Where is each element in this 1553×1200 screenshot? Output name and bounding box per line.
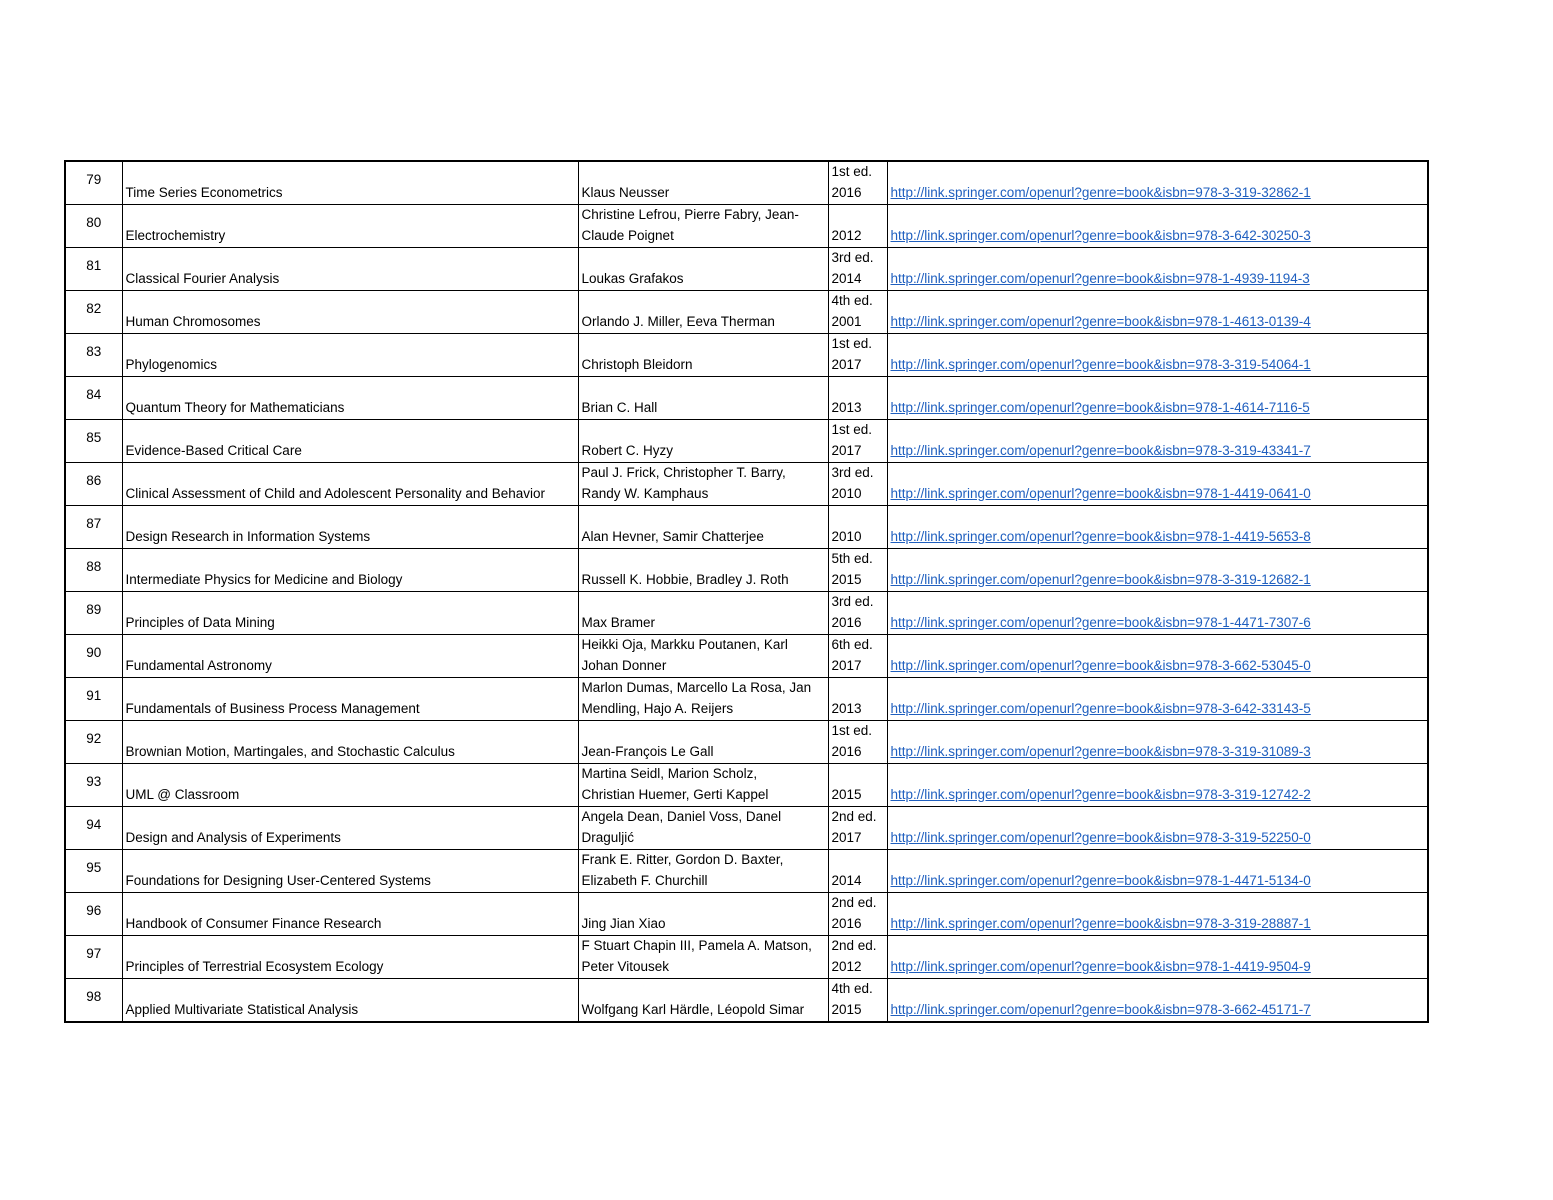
publication-year: 2017 (831, 356, 862, 372)
table-row (65, 678, 1428, 721)
author-line: Frank E. Ritter, Gordon D. Baxter, (581, 852, 784, 867)
author-line: Orlando J. Miller, Eeva Therman (581, 313, 775, 329)
book-edition-year (828, 334, 887, 377)
book-edition-year (828, 549, 887, 592)
table-row (65, 979, 1428, 1023)
author-line: Christian Huemer, Gerti Kappel (581, 786, 769, 802)
table-row (65, 592, 1428, 635)
table-row (65, 549, 1428, 592)
table-row (65, 248, 1428, 291)
book-authors (578, 764, 828, 807)
book-link[interactable]: http://link.springer.com/openurl?genre=book&isbn=978-1-4613-0139-4 (890, 313, 1311, 329)
author-line: Jing Jian Xiao (581, 915, 666, 931)
book-edition-year (828, 936, 887, 979)
book-edition-year (828, 377, 887, 420)
edition-label: 4th ed. (831, 981, 873, 996)
table-row (65, 161, 1428, 205)
book-link[interactable]: http://link.springer.com/openurl?genre=book&isbn=978-1-4471-7307-6 (890, 614, 1311, 630)
book-authors (578, 334, 828, 377)
edition-label (832, 377, 884, 398)
edition-label: 2nd ed. (831, 809, 877, 824)
book-title: Phylogenomics (122, 334, 578, 377)
edition-label: 3rd ed. (831, 250, 874, 265)
book-link[interactable]: http://link.springer.com/openurl?genre=book&isbn=978-1-4939-1194-3 (890, 270, 1310, 286)
book-edition-year (828, 635, 887, 678)
book-authors (578, 893, 828, 936)
book-url-cell (887, 979, 1428, 1023)
book-edition-year (828, 463, 887, 506)
table-row (65, 807, 1428, 850)
edition-label: 4th ed. (831, 293, 873, 308)
edition-label: 6th ed. (831, 637, 873, 652)
book-edition-year (828, 420, 887, 463)
author-line: Brian C. Hall (581, 399, 658, 415)
book-link[interactable]: http://link.springer.com/openurl?genre=book&isbn=978-3-319-31089-3 (890, 743, 1311, 759)
book-url-cell (887, 205, 1428, 248)
edition-label (832, 764, 884, 785)
book-edition-year (828, 678, 887, 721)
book-link[interactable]: http://link.springer.com/openurl?genre=book&isbn=978-1-4419-0641-0 (890, 485, 1311, 501)
book-edition-year (828, 506, 887, 549)
edition-label: 1st ed. (831, 422, 873, 437)
book-title: Quantum Theory for Mathematicians (122, 377, 578, 420)
book-link[interactable]: http://link.springer.com/openurl?genre=book&isbn=978-3-319-12682-1 (890, 571, 1311, 587)
author-line: Max Bramer (581, 614, 656, 630)
edition-label: 2nd ed. (831, 938, 877, 953)
edition-label: 3rd ed. (831, 465, 874, 480)
publication-year: 2016 (831, 184, 862, 200)
book-authors (578, 506, 828, 549)
table-row (65, 893, 1428, 936)
row-number: 82 (65, 291, 122, 334)
table-row (65, 334, 1428, 377)
book-link[interactable]: http://link.springer.com/openurl?genre=book&isbn=978-3-319-32862-1 (890, 184, 1311, 200)
book-link[interactable]: http://link.springer.com/openurl?genre=book&isbn=978-1-4419-9504-9 (890, 958, 1311, 974)
book-url-cell (887, 463, 1428, 506)
edition-label (832, 850, 884, 871)
author-line: Draguljić (581, 829, 635, 845)
publication-year: 2017 (831, 657, 862, 673)
author-line: Angela Dean, Daniel Voss, Danel (581, 809, 782, 824)
publication-year: 2010 (831, 528, 862, 544)
author-line: Peter Vitousek (581, 958, 670, 974)
table-row (65, 635, 1428, 678)
edition-label: 1st ed. (831, 336, 873, 351)
book-authors (578, 205, 828, 248)
book-link[interactable]: http://link.springer.com/openurl?genre=book&isbn=978-3-662-53045-0 (890, 657, 1311, 673)
row-number: 83 (65, 334, 122, 377)
book-edition-year (828, 721, 887, 764)
author-line: Johan Donner (581, 657, 667, 673)
publication-year: 2015 (831, 786, 862, 802)
book-edition-year (828, 248, 887, 291)
author-line: Marlon Dumas, Marcello La Rosa, Jan (581, 680, 812, 695)
publication-year: 2016 (831, 614, 862, 630)
row-number: 92 (65, 721, 122, 764)
author-line: F Stuart Chapin III, Pamela A. Matson, (581, 938, 812, 953)
author-line: Claude Poignet (581, 227, 674, 243)
author-line: Jean-François Le Gall (581, 743, 714, 759)
book-url-cell (887, 807, 1428, 850)
book-authors (578, 291, 828, 334)
book-title: Classical Fourier Analysis (122, 248, 578, 291)
table-row (65, 850, 1428, 893)
table-row (65, 506, 1428, 549)
book-title: Handbook of Consumer Finance Research (122, 893, 578, 936)
table-row (65, 463, 1428, 506)
book-edition-year (828, 764, 887, 807)
row-number: 93 (65, 764, 122, 807)
book-title: Brownian Motion, Martingales, and Stochastic Calculus (122, 721, 578, 764)
book-edition-year (828, 291, 887, 334)
book-link[interactable]: http://link.springer.com/openurl?genre=book&isbn=978-3-642-30250-3 (890, 227, 1311, 243)
row-number: 91 (65, 678, 122, 721)
author-line: Russell K. Hobbie, Bradley J. Roth (581, 571, 789, 587)
book-title: UML @ Classroom (122, 764, 578, 807)
row-number: 97 (65, 936, 122, 979)
row-number: 86 (65, 463, 122, 506)
author-line: Martina Seidl, Marion Scholz, (581, 766, 758, 781)
row-number: 90 (65, 635, 122, 678)
edition-label: 1st ed. (831, 164, 873, 179)
book-title: Time Series Econometrics (122, 161, 578, 205)
book-edition-year (828, 205, 887, 248)
book-url-cell (887, 549, 1428, 592)
book-authors (578, 161, 828, 205)
publication-year: 2001 (831, 313, 862, 329)
row-number: 79 (65, 161, 122, 205)
row-number: 87 (65, 506, 122, 549)
author-line: Paul J. Frick, Christopher T. Barry, (581, 465, 786, 480)
author-line: Loukas Grafakos (581, 270, 684, 286)
book-url-cell (887, 506, 1428, 549)
book-link[interactable]: http://link.springer.com/openurl?genre=book&isbn=978-3-319-12742-2 (890, 786, 1311, 802)
book-title: Clinical Assessment of Child and Adolescent Personality and Behavior (122, 463, 578, 506)
book-edition-year (828, 592, 887, 635)
table-row (65, 377, 1428, 420)
row-number: 81 (65, 248, 122, 291)
row-number: 84 (65, 377, 122, 420)
publication-year: 2012 (831, 227, 862, 243)
book-url-cell (887, 635, 1428, 678)
book-edition-year (828, 161, 887, 205)
book-url-cell (887, 592, 1428, 635)
book-link[interactable]: http://link.springer.com/openurl?genre=book&isbn=978-3-319-52250-0 (890, 829, 1311, 845)
publication-year: 2014 (831, 872, 862, 888)
author-line: Christoph Bleidorn (581, 356, 693, 372)
book-title: Principles of Data Mining (122, 592, 578, 635)
table-row (65, 721, 1428, 764)
book-title: Intermediate Physics for Medicine and Biology (122, 549, 578, 592)
edition-label (832, 205, 884, 226)
table-row (65, 205, 1428, 248)
book-list-body (65, 161, 1428, 1022)
row-number: 80 (65, 205, 122, 248)
table-row (65, 936, 1428, 979)
edition-label (832, 506, 884, 527)
book-url-cell (887, 850, 1428, 893)
book-authors (578, 678, 828, 721)
book-title: Fundamental Astronomy (122, 635, 578, 678)
book-link[interactable]: http://link.springer.com/openurl?genre=book&isbn=978-1-4471-5134-0 (890, 872, 1311, 888)
book-link[interactable]: http://link.springer.com/openurl?genre=book&isbn=978-3-642-33143-5 (890, 700, 1311, 716)
author-line: Robert C. Hyzy (581, 442, 674, 458)
table-row (65, 420, 1428, 463)
book-title: Principles of Terrestrial Ecosystem Ecology (122, 936, 578, 979)
publication-year: 2015 (831, 571, 862, 587)
book-edition-year (828, 979, 887, 1023)
book-authors (578, 635, 828, 678)
book-url-cell (887, 291, 1428, 334)
author-line: Heikki Oja, Markku Poutanen, Karl (581, 637, 788, 652)
book-authors (578, 377, 828, 420)
book-edition-year (828, 807, 887, 850)
publication-year: 2016 (831, 743, 862, 759)
row-number: 85 (65, 420, 122, 463)
book-edition-year (828, 893, 887, 936)
author-line: Christine Lefrou, Pierre Fabry, Jean- (581, 207, 799, 222)
book-authors (578, 850, 828, 893)
row-number: 96 (65, 893, 122, 936)
book-url-cell (887, 377, 1428, 420)
book-list-table (64, 160, 1429, 1023)
author-line: Alan Hevner, Samir Chatterjee (581, 528, 764, 544)
book-title: Design and Analysis of Experiments (122, 807, 578, 850)
book-url-cell (887, 764, 1428, 807)
book-authors (578, 463, 828, 506)
row-number: 95 (65, 850, 122, 893)
edition-label (832, 678, 884, 699)
book-title: Electrochemistry (122, 205, 578, 248)
book-url-cell (887, 161, 1428, 205)
book-link[interactable]: http://link.springer.com/openurl?genre=book&isbn=978-1-4419-5653-8 (890, 528, 1311, 544)
book-title: Evidence-Based Critical Care (122, 420, 578, 463)
book-authors (578, 936, 828, 979)
author-line: Mendling, Hajo A. Reijers (581, 700, 734, 716)
book-title: Foundations for Designing User-Centered Systems (122, 850, 578, 893)
book-title: Fundamentals of Business Process Management (122, 678, 578, 721)
row-number: 98 (65, 979, 122, 1023)
book-edition-year (828, 850, 887, 893)
book-url-cell (887, 893, 1428, 936)
publication-year: 2012 (831, 958, 862, 974)
book-authors (578, 807, 828, 850)
book-authors (578, 592, 828, 635)
book-url-cell (887, 936, 1428, 979)
book-authors (578, 549, 828, 592)
book-title: Applied Multivariate Statistical Analysis (122, 979, 578, 1023)
book-link[interactable]: http://link.springer.com/openurl?genre=book&isbn=978-3-319-28887-1 (890, 915, 1311, 931)
book-link[interactable]: http://link.springer.com/openurl?genre=book&isbn=978-1-4614-7116-5 (890, 399, 1310, 415)
book-link[interactable]: http://link.springer.com/openurl?genre=book&isbn=978-3-662-45171-7 (890, 1001, 1311, 1017)
edition-label: 1st ed. (831, 723, 873, 738)
row-number: 88 (65, 549, 122, 592)
book-url-cell (887, 721, 1428, 764)
author-line: Elizabeth F. Churchill (581, 872, 708, 888)
book-authors (578, 721, 828, 764)
author-line: Randy W. Kamphaus (581, 485, 709, 501)
publication-year: 2016 (831, 915, 862, 931)
table-row (65, 291, 1428, 334)
publication-year: 2014 (831, 270, 862, 286)
book-title: Human Chromosomes (122, 291, 578, 334)
book-url-cell (887, 248, 1428, 291)
author-line: Klaus Neusser (581, 184, 670, 200)
publication-year: 2015 (831, 1001, 862, 1017)
book-authors (578, 979, 828, 1023)
book-title: Design Research in Information Systems (122, 506, 578, 549)
book-link[interactable]: http://link.springer.com/openurl?genre=book&isbn=978-3-319-54064-1 (890, 356, 1311, 372)
edition-label: 3rd ed. (831, 594, 874, 609)
edition-label: 5th ed. (831, 551, 873, 566)
author-line: Wolfgang Karl Härdle, Léopold Simar (581, 1001, 805, 1017)
book-url-cell (887, 678, 1428, 721)
publication-year: 2017 (831, 442, 862, 458)
book-authors (578, 248, 828, 291)
row-number: 94 (65, 807, 122, 850)
book-url-cell (887, 334, 1428, 377)
publication-year: 2013 (831, 399, 862, 415)
book-authors (578, 420, 828, 463)
book-link[interactable]: http://link.springer.com/openurl?genre=book&isbn=978-3-319-43341-7 (890, 442, 1311, 458)
row-number: 89 (65, 592, 122, 635)
book-url-cell (887, 420, 1428, 463)
publication-year: 2013 (831, 700, 862, 716)
publication-year: 2017 (831, 829, 862, 845)
publication-year: 2010 (831, 485, 862, 501)
edition-label: 2nd ed. (831, 895, 877, 910)
table-row (65, 764, 1428, 807)
